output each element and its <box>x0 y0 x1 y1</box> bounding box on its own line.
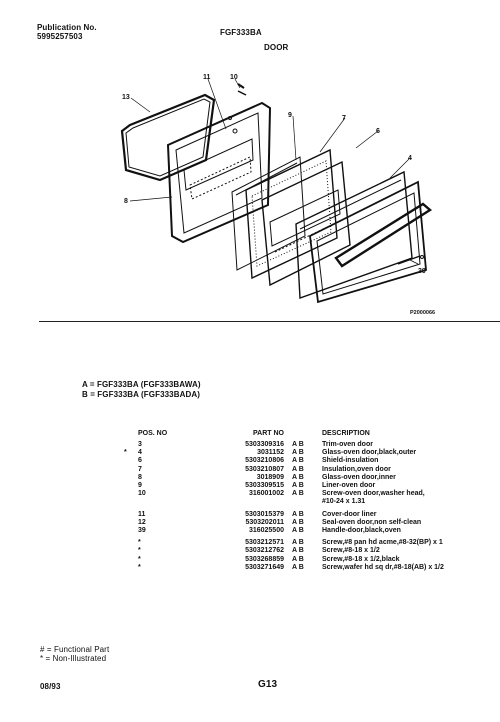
row-models: A B <box>292 457 304 465</box>
header-mod <box>292 430 322 441</box>
row-models: A B <box>292 465 304 473</box>
publication-number: 5995257503 <box>37 32 83 41</box>
row-description: Shield-insulation <box>322 457 379 465</box>
row-description: Screw,wafer hd sq dr,#8-18(AB) x 1/2 <box>322 563 444 571</box>
row-part-no <box>198 498 292 506</box>
door-liner <box>168 91 270 242</box>
table-row <box>138 457 444 465</box>
row-description: Trim-oven door <box>322 441 373 448</box>
table-row <box>138 466 444 474</box>
row-description: Screw,#8 pan hd acme,#8-32(BP) x 1 <box>322 539 443 547</box>
row-pos <box>138 441 198 449</box>
row-description: Glass-oven door,black,outer <box>322 449 417 457</box>
callout-4: 4 <box>408 155 412 162</box>
row-part-no: 5303015379 <box>245 510 284 518</box>
footnote-non-illustrated: * = Non-Illustrated <box>40 654 107 663</box>
row-models: A B <box>292 518 304 526</box>
row-models: A B <box>292 490 304 498</box>
row-models: A B <box>292 539 304 547</box>
table-row <box>138 519 444 527</box>
row-pos <box>138 547 198 555</box>
row-pos <box>138 556 198 564</box>
callout-6: 6 <box>376 128 380 135</box>
row-part-no: 316001002 <box>248 490 284 498</box>
table-row <box>138 564 444 572</box>
diagram-code: P2000066 <box>410 310 436 316</box>
row-part-no: 5303268859 <box>245 555 284 563</box>
row-models: A B <box>292 555 304 563</box>
row-part-no: 5303212571 <box>245 539 284 547</box>
row-models: A B <box>292 527 304 535</box>
table-row <box>138 511 444 519</box>
callout-10: 10 <box>230 74 238 81</box>
callout-7: 7 <box>342 115 346 122</box>
row-pos <box>138 482 198 490</box>
callout-8: 8 <box>124 198 128 205</box>
page-number: G13 <box>258 679 278 690</box>
row-models: A B <box>292 441 304 448</box>
row-pos-value: 9 <box>138 482 142 490</box>
row-description: #10-24 x 1.31 <box>322 498 366 506</box>
model-key-b: B = FGF333BA (FGF333BADA) <box>82 390 200 399</box>
row-part-no: 3031152 <box>257 449 284 457</box>
table-header-row <box>138 430 444 441</box>
table-row <box>138 474 444 482</box>
footnote-functional: # = Functional Part <box>40 645 110 654</box>
table-row <box>138 482 444 490</box>
row-pos-value: * <box>138 563 141 571</box>
row-description: Glass-oven door,inner <box>322 473 396 481</box>
row-part-no: 5303212762 <box>245 547 284 555</box>
callout-11: 11 <box>203 74 211 81</box>
row-description: Screw,#8-18 x 1/2 <box>322 547 380 555</box>
divider <box>39 321 500 322</box>
row-pos <box>124 449 198 457</box>
model-number: FGF333BA <box>220 28 262 37</box>
row-models: A B <box>292 510 304 518</box>
callout-9: 9 <box>288 112 292 119</box>
header-pos: POS. NO <box>138 430 168 437</box>
row-pos <box>138 474 198 482</box>
row-pos <box>138 490 198 498</box>
row-pos-value: * <box>138 539 141 547</box>
row-part-no: 5303210807 <box>245 465 284 473</box>
row-models: A B <box>292 473 304 481</box>
table-row <box>138 556 444 564</box>
row-pos <box>138 498 198 506</box>
row-pos-value: 8 <box>138 473 142 481</box>
row-description: Screw-oven door,washer head, <box>322 490 425 498</box>
row-description: Handle-door,black,oven <box>322 527 401 535</box>
row-pos-value: 11 <box>138 510 146 518</box>
row-part-no: 5303309316 <box>245 441 284 448</box>
row-models: A B <box>292 449 304 457</box>
row-mark: * <box>124 449 127 457</box>
section-title: DOOR <box>264 43 289 52</box>
callout-13: 13 <box>122 94 130 101</box>
row-pos <box>138 457 198 465</box>
row-models: A B <box>292 547 304 555</box>
row-part-no: 5303309515 <box>245 482 284 490</box>
publication-label: Publication No. <box>37 23 97 32</box>
table-row <box>138 490 444 498</box>
row-part-no: 3018909 <box>256 473 284 481</box>
row-models: A B <box>292 563 304 571</box>
parts-table <box>124 430 444 572</box>
row-description: Screw,#8-18 x 1/2,black <box>322 555 400 563</box>
row-pos-value: 12 <box>138 518 146 526</box>
row-pos <box>138 539 198 547</box>
row-pos <box>138 527 198 535</box>
row-description: Liner-oven door <box>322 482 376 490</box>
row-description: Cover-door liner <box>322 510 377 518</box>
header-desc: DESCRIPTION <box>322 430 370 437</box>
model-key-a: A = FGF333BA (FGF333BAWA) <box>82 380 201 389</box>
row-part-no: 5303271649 <box>245 563 284 571</box>
row-pos <box>138 466 198 474</box>
row-pos-value: * <box>138 555 141 563</box>
row-pos <box>138 511 198 519</box>
row-pos-value: 6 <box>138 457 142 465</box>
row-part-no: 316025500 <box>248 527 284 535</box>
callout-39: 39 <box>418 268 426 275</box>
header-part: PART NO <box>253 430 284 437</box>
row-pos-value: 10 <box>138 490 146 498</box>
row-pos-value: 7 <box>138 465 142 473</box>
row-models <box>292 498 322 506</box>
row-part-no: 5303202011 <box>245 518 284 526</box>
table-row <box>138 498 444 506</box>
row-description: Seal-oven door,non self-clean <box>322 518 422 526</box>
table-row <box>138 547 444 555</box>
exploded-door-diagram <box>0 60 500 330</box>
table-row <box>138 527 444 535</box>
row-pos-value: * <box>138 547 141 555</box>
table-row <box>138 441 444 449</box>
table-row <box>138 449 444 457</box>
row-pos-value: 39 <box>138 527 146 535</box>
table-row <box>138 539 444 547</box>
row-pos-value: 4 <box>138 449 142 457</box>
row-part-no: 5303210806 <box>245 457 284 465</box>
row-pos <box>138 519 198 527</box>
row-description: Insulation,oven door <box>322 465 391 473</box>
footer-date: 08/93 <box>40 682 61 691</box>
row-pos <box>138 564 198 572</box>
row-pos-value: 3 <box>138 441 142 448</box>
row-models: A B <box>292 482 304 490</box>
